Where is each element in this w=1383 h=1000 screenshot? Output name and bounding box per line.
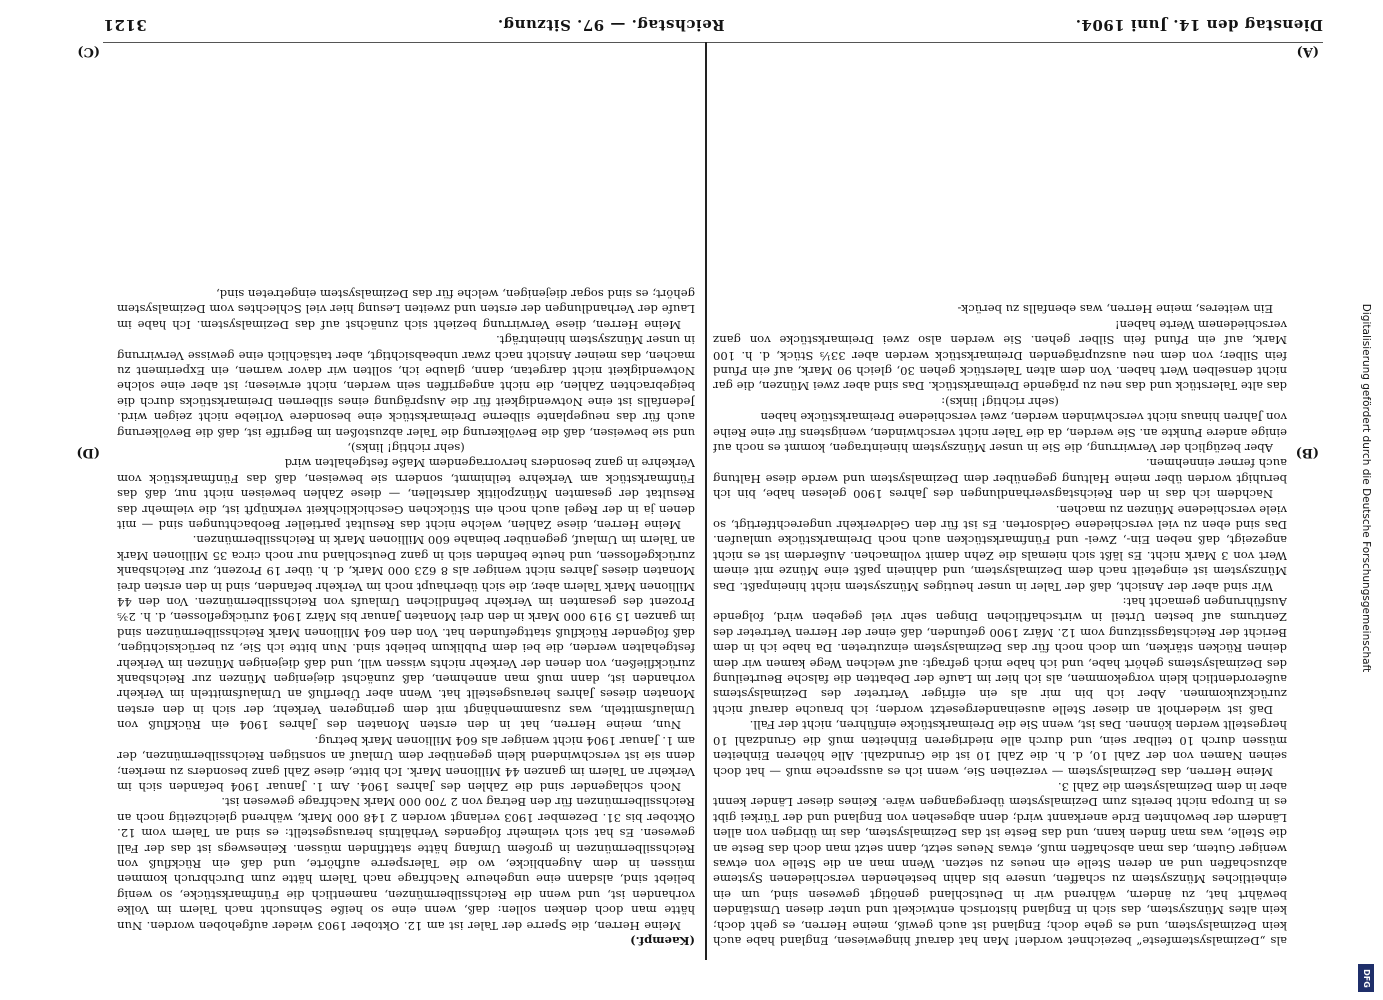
footer-credit: Digitalisierung gefördert durch die Deutsche Forschungsgemeinschaft (1360, 303, 1372, 673)
column-divider (705, 42, 707, 960)
paragraph: Ein weiteres, meine Herren, was ebenfalls zu berück- (957, 302, 1273, 317)
paragraph: und sie beweisen, daß die Bevölkerung die Taler abzustoßen im Begriffe ist, daß die Bevölkerung auch für das neugeplante silberne Dreimarkstück eine besondere Vorliebe nicht zeigen wird. Jedenfalls ist eine Notwendigkeit für die Ausprägung eines silbernen Dreimarkstücks durch die beigebrachten Zahlen, die nicht angegriffen sein werden, nicht erwiesen; ist aber eine solche Notwendigkeit nicht dargetan, dann, glaube ich, sollten wir davor warnen, ein Experiment zu machen, das meiner Ansicht nach zwar unbeabsichtigt, aber tatsächlich eine gewisse Verwirrung in unser Münzsystem hineinträgt. (117, 333, 695, 440)
quote-paragraph: Wir sind aber der Ansicht, daß der Taler in unser heutiges Münzsystem nicht hineinpaßt. Das Münzsystem ist eingeteilt nach dem Dezimalsystem, und dahinein paßt eine Münze mit einem Wert von 3 Mark nicht. Es läßt sich niemals die Zehn damit vollmachen. Außerdem ist es nicht angezeigt, daß neben Ein-, Zwei- und Fünfmarkstücken auch noch Dreimarkstücke umlaufen. Das sind eben zu viel verschiedene Geldsorten. Es ist für den Geldverkehr ungerechtfertigt, so viele verschiedene Münzen zu machen. (713, 502, 1287, 594)
paragraph: Meine Herren, diese Zahlen, welche nicht das Resultat partieller Beobachtungen sind — mit denen ja in der Regel auch noch ein Stückchen Geschicklichkeit verknüpft ist, die vielmehr das Resultat der gesamten Münzpolitik darstellen, — diese Zahlen beweisen nicht nur, daß das Fünfmarkstück am Verkehre teilnimmt, sondern sie beweisen, daß das Fünfmarkstück vom Verkehre in ganz besonders hervorragendem Maße festgehalten wird (117, 456, 695, 533)
paragraph: Meine Herren, die Sperre der Taler ist am 12. Oktober 1903 wieder aufgehoben worden. Nun hätte man doch denken sollen: daß, wenn eine so heiße Sehnsucht nach Talern im Volke vorhanden ist, und wenn die Reichssilbermünzen, namentlich die Fünfmarkstücke, so wenig beliebt sind, alsdann eine ungeheure Nachfrage nach Talern hätte zum Durchbruch kommen müssen in dem Augenblicke, wo die Talersperre aufhörte, und daß ein Rückfluß von Reichssilbermünzen in großem Umfang hätte stattfinden müssen. Keineswegs ist das der Fall gewesen. Es hat sich vielmehr folgendes Verhältnis herausgestellt: es sind an Talern vom 12. Oktober bis 31. Dezember 1903 verlangt worden 2 148 000 Mark, während gleichzeitig noch an Reichssilbermünzen für den Betrag von 2 700 000 Mark Nachfrage gewesen ist. (117, 795, 695, 933)
dfg-logo (1358, 964, 1374, 992)
text-column-right (713, 43, 1287, 948)
paragraph: Daß ist wiederholt an dieser Stelle auseinandergesetzt worden; ich brauche darauf nicht zurückzukommen. Aber ich bin mir als ein eifriger Vertreter des Dezimalsystems außerordentlich klein vorgekommen, als ich hier im Laufe der Debatten die falsche Beurteilung des Dezimalsystems gehört habe, und ich habe mich gefragt: auf welchen Wege kamen wir dem deinen Rücken stärken, um doch noch für das Dezimalsystem einzutreten. Da habe ich in dem Bericht der Reichstagssitzung vom 12. März 1900 gefunden, daß einer der Herren Vertreter des Zentrums auf besten Urteil in wirtschaftlichen Dingen sehr viel gegeben wird, folgende Ausführungen gemacht hat: (713, 595, 1287, 717)
paragraph: Nachdem ich das in den Reichstagsverhandlungen des Jahres 1900 gelesen habe, bin ich beruhigt worden über meine Haltung gegenüber dem Dezimalsystem und werde diese Haltung auch ferner einnehmen. (713, 456, 1287, 502)
paragraph: Noch schlagender sind die Zahlen des Jahres 1904. Am 1. Januar 1904 befanden sich im Verkehr an Talern im ganzen 44 Millionen Mark. Ich bitte, diese Zahl ganz besonders zu merken; denn sie ist verschwindend klein gegenüber dem Umlauf an sonstigen Reichssilbermünzen, der am 1. Januar 1904 nicht weniger als 604 Millionen Mark betrug. (117, 733, 695, 794)
interjection: (sehr richtig! links), (347, 441, 465, 455)
header-title: Reichstag. — 97. Sitzung. (497, 16, 725, 34)
speaker-label: (Kaempf.) (630, 934, 695, 948)
footer-strip (1356, 0, 1376, 1000)
paragraph: Meine Herren, das Dezimalsystem — verzeihen Sie, wenn ich es ausspreche muß — hat doch seinen Namen von der Zahl 10, d. h. die Zahl 10 ist die Grundzahl. Alle höheren Einheiten müssen durch 10 teilbar sein, und durch alle niedrigeren Einheiten muß die Grundzahl 10 hergestellt werden können. Das ist, wenn Sie die Dreimarkstücke einführen, nicht der Fall. (713, 718, 1287, 779)
margin-letter-c: (C) (77, 44, 100, 59)
paragraph: Meine Herren, diese Verwirrung bezieht sich zunächst auf das Dezimalsystem. Ich habe im Laufe der Verhandlungen der ersten und zweiten Lesung hier viel Schlechtes vom Dezimalsystem gehört; es sind sogar diejenigen, welche für das Dezimalsystem eingetreten sind, (117, 286, 695, 332)
dfg-logo-text: DFG (1361, 968, 1371, 988)
page-number: 3121 (103, 16, 147, 34)
margin-letter-a: (A) (1296, 44, 1319, 59)
text-column-left (117, 43, 695, 948)
interjection: (sehr richtig! links): (941, 394, 1059, 409)
margin-letter-b: (B) (1295, 445, 1319, 460)
paragraph: als „Dezimalsystemfeste“ bezeichnet worden! Man hat darauf hingewiesen, England habe auch kein Dezimalsystem, und es gehe doch; England ist auch gewiß, meine Herren, es geht doch; kein altes Münzsystem, das sich in England historisch entwickelt und unter diesen Umständen bewährt hat, zu ändern, während wir in Deutschland genötigt gewesen sind, um ein einheitliches Münzsystem zu schaffen, unsere bis dahin bestehenden verschiedenen Systeme abzuschaffen und an deren Stelle ein neues zu setzen. Wenn man an die Stelle von etwas weniger Gutem, das man abschaffen muß, etwas Neues setzt, dann setzt man doch das Beste an die Stelle, was man finden kann, und das Beste ist das Dezimalsystem, das im übrigen von allen Ländern der bewohnten Erde anerkannt wird; denn abgesehen von England und der Türkei gibt es in Europa nicht bereits zum Dezimalsystem übergegangen wäre. Keines dieser Länder kennt aber in dem Dezimalsystem die Zahl 3. (713, 779, 1287, 948)
header-date: Dienstag den 14. Juni 1904. (1075, 16, 1323, 34)
paragraph: Nun, meine Herren, hat in den ersten Monaten des Jahres 1904 ein Rückfluß von Umlaufsmitteln, was zusammenhängt mit dem geringeren Verkehr, der sich in den ersten Monaten dieses Jahres herausgestellt hat. Wenn aber Überfluß an Umlaufsmitteln im Verkehr vorhanden ist, dann muß man annehmen, daß zunächst diejenigen Münzen zur Reichsbank zurückfließen, von denen der Verkehr nichts wissen will, und daß diejenigen Münzen im Verkehr festgehalten werden, die bei dem Publikum beliebt sind. Nun bitte ich Sie, zu berücksichtigen, daß folgender Rückfluß stattgefunden hat. Von den 604 Millionen Mark Reichssilbermünzen sind im ganzen 15 919 000 Mark in den drei Monaten Januar bis März 1904 zurückgeflossen, d. h. 2⅗ Prozent des gesamten im Verkehr befindlichen Umlaufs von Reichssilbermünzen. Von den 44 Millionen Mark Talern aber, die sich überhaupt noch im Verkehr befanden, sind in den ersten drei Monaten dieses Jahres nicht weniger als 8 623 000 Mark, d. h. über 19 Prozent, zur Reichsbank zurückgeflossen, und heute befinden sich in ganz Deutschland nur noch circa 35 Millionen Mark an Talern im Umlauf, gegenüber beinahe 600 Millionen Mark in Reichssilbermünzen. (117, 533, 695, 733)
margin-letter-d: (D) (76, 445, 100, 460)
paragraph: das alte Talerstück und das neu zu prägende Dreimarkstück. Das sind aber zwei Münzen, die gar nicht denselben Wert haben. Von dem alten Talerstück gehen 30, gleich 90 Mark, auf ein Pfund fein Silber; von dem neu auszuprägenden Dreimarkstück werden aber 33⅓ Stück, d. h. 100 Mark, auf ein Pfund fein Silber gehen. Sie werden also zwei Dreimarkstücke von ganz verschiedenem Werte haben! (713, 317, 1287, 394)
page-header (103, 14, 1323, 36)
paragraph: Aber bezüglich der Verwirrung, die Sie in unser Münzsystem hineintragen, kommt es noch auf einige andere Punkte an. Sie werden, da die Taler nicht verschwinden, wenigstens für eine Reihe von Jahren hinaus nicht verschwinden werden, zwei verschiedene Dreimarkstücke haben (713, 410, 1287, 455)
